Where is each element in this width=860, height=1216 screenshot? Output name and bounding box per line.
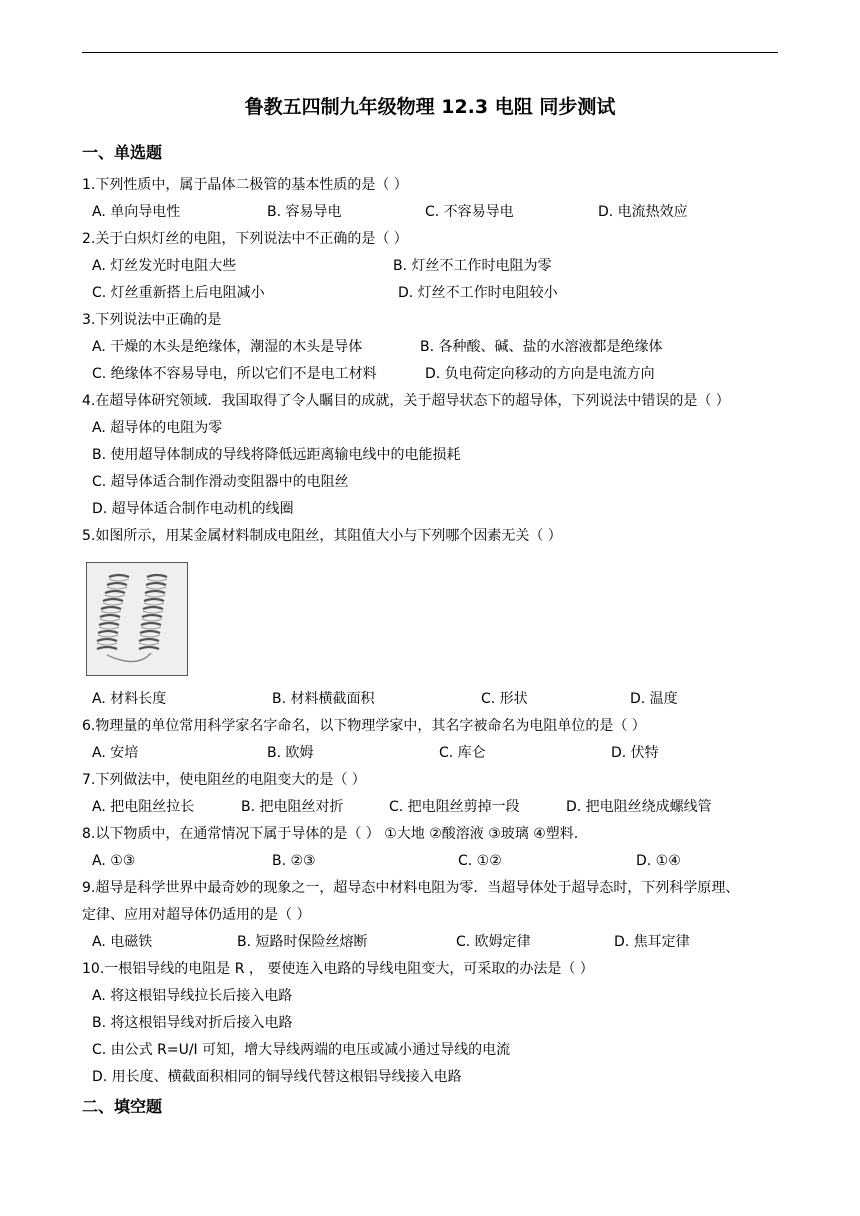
question-stem: 3.下列说法中正确的是 (82, 312, 222, 328)
option: A. 将这根铝导线拉长后接入电路 (92, 988, 293, 1004)
question-stem: 9.超导是科学世界中最奇妙的现象之一，超导态中材料电阻为零．当超导体处于超导态时，下列科学原理、 (82, 880, 740, 896)
option: B. ②③ (272, 853, 316, 869)
option: B. 欧姆 (267, 745, 314, 761)
option: B. 使用超导体制成的导线将降低远距离输电线中的电能损耗 (92, 447, 461, 463)
option: C. 绝缘体不容易导电，所以它们不是电工材料 (92, 366, 377, 382)
option: A. 超导体的电阻为零 (92, 420, 223, 436)
question-stem: 6.物理量的单位常用科学家名字命名，以下物理学家中，其名字被命名为电阻单位的是（ ） (82, 718, 646, 734)
option: D. ①④ (636, 853, 681, 869)
resistance-coil-figure (86, 562, 188, 676)
question-stem: 7.下列做法中，使电阻丝的电阻变大的是（ ） (82, 772, 366, 788)
option: A. 电磁铁 (92, 934, 153, 950)
question-stem: 4.在超导体研究领域．我国取得了令人瞩目的成就，关于超导状态下的超导体，下列说法中错误的是（ ） (82, 393, 730, 409)
option: C. 超导体适合制作滑动变阻器中的电阻丝 (92, 474, 349, 490)
option: D. 焦耳定律 (614, 934, 690, 950)
option: A. 单向导电性 (92, 204, 181, 220)
option: C. 由公式 R=U/I 可知，增大导线两端的电压或减小通过导线的电流 (92, 1042, 511, 1058)
option: C. 不容易导电 (425, 204, 514, 220)
option: B. 灯丝不工作时电阻为零 (393, 258, 552, 274)
section-heading-fill-in: 二、填空题 (82, 1097, 163, 1116)
option: C. 把电阻丝剪掉一段 (389, 799, 520, 815)
question-stem: 1.下列性质中，属于晶体二极管的基本性质的是（ ） (82, 177, 408, 193)
option: A. 安培 (92, 745, 139, 761)
option: A. 干燥的木头是绝缘体，潮湿的木头是导体 (92, 339, 363, 355)
option: B. 各种酸、碱、盐的水溶液都是绝缘体 (420, 339, 663, 355)
option: D. 电流热效应 (598, 204, 688, 220)
option: A. 灯丝发光时电阻大些 (92, 258, 237, 274)
option: B. 容易导电 (267, 204, 342, 220)
question-stem: 8.以下物质中，在通常情况下属于导体的是（ ） ①大地 ②酸溶液 ③玻璃 ④塑料. (82, 826, 579, 842)
option: A. 把电阻丝拉长 (92, 799, 195, 815)
option: D. 负电荷定向移动的方向是电流方向 (425, 366, 655, 382)
question-stem: 2.关于白炽灯丝的电阻，下列说法中不正确的是（ ） (82, 231, 408, 247)
header-rule (82, 52, 778, 53)
option: B. 材料横截面积 (272, 691, 375, 707)
option: B. 将这根铝导线对折后接入电路 (92, 1015, 293, 1031)
option: C. 库仑 (439, 745, 486, 761)
option: A. 材料长度 (92, 691, 167, 707)
option: D. 伏特 (611, 745, 659, 761)
option: D. 超导体适合制作电动机的线圈 (92, 501, 294, 517)
question-stem-continued: 定律、应用对超导体仍适用的是（ ） (82, 907, 311, 923)
option: C. 欧姆定律 (456, 934, 531, 950)
option: B. 把电阻丝对折 (241, 799, 344, 815)
option: C. 形状 (481, 691, 528, 707)
option: A. ①③ (92, 853, 136, 869)
option: B. 短路时保险丝熔断 (237, 934, 368, 950)
section-heading-single-choice: 一、单选题 (82, 143, 163, 162)
page-title: 鲁教五四制九年级物理 12.3 电阻 同步测试 (244, 96, 616, 118)
option: D. 把电阻丝绕成螺线管 (566, 799, 712, 815)
option: C. ①② (458, 853, 502, 869)
question-stem: 10.一根铝导线的电阻是 R ， 要使连入电路的导线电阻变大，可采取的办法是（ ） (82, 961, 594, 977)
option: D. 温度 (630, 691, 678, 707)
option: D. 灯丝不工作时电阻较小 (398, 285, 558, 301)
question-stem: 5.如图所示，用某金属材料制成电阻丝，其阻值大小与下列哪个因素无关（ ） (82, 528, 562, 544)
option: D. 用长度、横截面积相同的铜导线代替这根铝导线接入电路 (92, 1069, 462, 1085)
option: C. 灯丝重新搭上后电阻减小 (92, 285, 265, 301)
